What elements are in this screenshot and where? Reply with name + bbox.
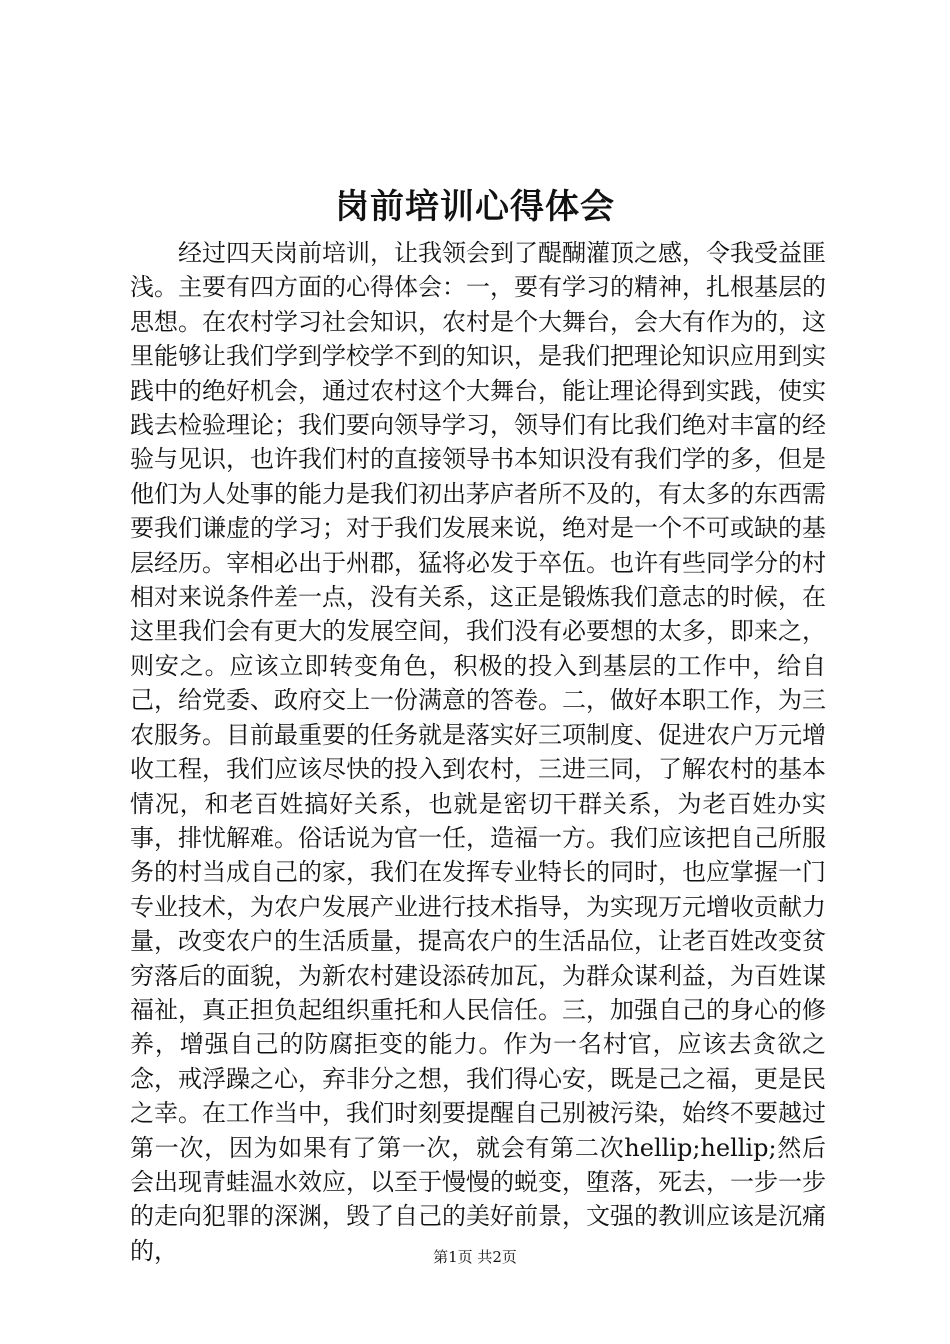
document-title: 岗前培训心得体会 <box>335 187 615 227</box>
page-footer: 第1页 共2页 <box>433 1248 517 1266</box>
body-paragraph: 经过四天岗前培训，让我领会到了醍醐灌顶之感，令我受益匪浅。主要有四方面的心得体会：一，要有学习的精神，扎根基层的思想。在农村学习社会知识，农村是个大舞台，会大有作为的，这里能够让我们学到学校学不到的知识，是我们把理论知识应用到实践中的绝好机会，通过农村这个大舞台，能让理论得到实践，使实践去检验理论；我们要向领导学习，领导们有比我们绝对丰富的经验与见识，也许我们村的直接领导书本知识没有我们学的多，但是他们为人处事的能力是我们初出茅庐者所不及的，有太多的东西需要我们谦虚的学习；对于我们发展来说，绝对是一个不可或缺的基层经历。宰相必出于州郡，猛将必发于卒伍。也许有些同学分的村相对来说条件差一点，没有关系，这正是锻炼我们意志的时候，在这里我们会有更大的发展空间，我们没有必要想的太多，即来之，则安之。应该立即转变角色，积极的投入到基层的工作中，给自己，给党委、政府交上一份满意的答卷。二，做好本职工作，为三农服务。目前最重要的任务就是落实好三项制度、促进农户万元增收工程，我们应该尽快的投入到农村，三进三同，了解农村的基本情况，和老百姓搞好关系，也就是密切干群关系，为老百姓办实事，排忧解难。俗话说为官一任，造福一方。我们应该把自己所服务的村当成自己的家，我们在发挥专业特长的同时，也应掌握一门专业技术，为农户发展产业进行技术指导，为实现万元增收贡献力量，改变农户的生活质量，提高农户的生活品位，让老百姓改变贫穷落后的面貌，为新农村建设添砖加瓦，为群众谋利益，为百姓谋福祉，真正担负起组织重托和人民信任。三，加强自己的身心的修养，增强自己的防腐拒变的能力。作为一名村官，应该去贪欲之念，戒浮躁之心，弃非分之想，我们得心安，既是己之福，更是民之幸。在工作当中，我们时刻要提醒自己别被污染，始终不要越过第一次，因为如果有了第一次，就会有第二次hellip;hellip;然后会出现青蛙温水效应，以至于慢慢的蜕变，堕落，死去，一步一步的走向犯罪的深渊，毁了自己的美好前景，文强的教训应该是沉痛的， <box>130 239 826 1265</box>
